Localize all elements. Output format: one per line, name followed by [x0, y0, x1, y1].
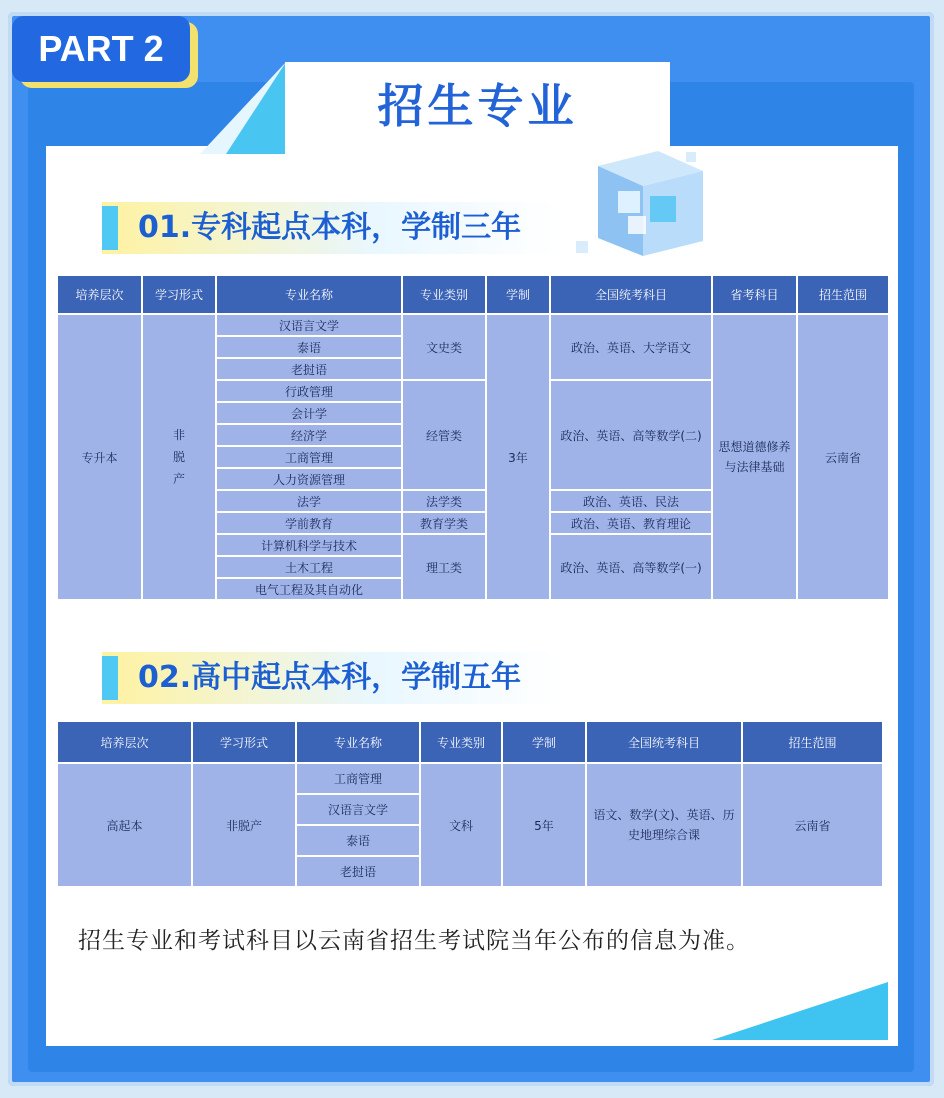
category-cell: 文史类: [402, 314, 486, 380]
category-cell: 理工类: [402, 534, 486, 600]
header-cell: 学习形式: [192, 721, 296, 763]
level-cell: 专升本: [57, 314, 142, 600]
major-cell: 电气工程及其自动化: [216, 578, 402, 600]
major-cell: 土木工程: [216, 556, 402, 578]
table-header-row: [57, 721, 883, 763]
form-cell: [142, 314, 216, 600]
header-cell: 招生范围: [797, 275, 889, 314]
header-cell: 学制: [486, 275, 550, 314]
cube-illustration-icon: [568, 146, 708, 266]
major-cell: 人力资源管理: [216, 468, 402, 490]
form-cell: 非脱产: [192, 763, 296, 887]
category-cell: 经管类: [402, 380, 486, 490]
header-cell: 培养层次: [57, 275, 142, 314]
header-cell: 招生范围: [742, 721, 883, 763]
exam-cell: 政治、英语、高等数学(二): [550, 380, 712, 490]
major-cell: 工商管理: [216, 446, 402, 468]
part-badge: PART 2: [12, 16, 190, 82]
section2-title: 02.高中起点本科，学制五年: [102, 652, 558, 704]
major-cell: 学前教育: [216, 512, 402, 534]
table-row: [57, 763, 883, 794]
major-cell: 计算机科学与技术: [216, 534, 402, 556]
major-cell: 经济学: [216, 424, 402, 446]
form-text: 非脱产: [172, 428, 185, 486]
header-cell: 专业名称: [216, 275, 402, 314]
header-cell: 专业类别: [402, 275, 486, 314]
table-row: [57, 314, 889, 336]
table-header-row: [57, 275, 889, 314]
header-cell: 全国统考科目: [586, 721, 742, 763]
major-cell: 泰语: [296, 825, 420, 856]
header-cell: 专业名称: [296, 721, 420, 763]
header-cell: 培养层次: [57, 721, 192, 763]
major-cell: 汉语言文学: [216, 314, 402, 336]
duration-cell: 5年: [502, 763, 586, 887]
title-tab-accent: [226, 62, 286, 154]
exam-text: 语文、数学(文)、英语、历史地理综合课: [593, 808, 735, 842]
footnote: 招生专业和考试科目以云南省招生考试院当年公布的信息为准。: [78, 928, 750, 954]
exam-cell: [586, 763, 742, 887]
major-cell: 泰语: [216, 336, 402, 358]
page-title: 招生专业: [377, 79, 578, 133]
category-cell: 教育学类: [402, 512, 486, 534]
province-subject-text: 思想道德修养与法律基础: [718, 440, 791, 474]
major-cell: 法学: [216, 490, 402, 512]
exam-cell: 政治、英语、教育理论: [550, 512, 712, 534]
header-cell: 专业类别: [420, 721, 502, 763]
major-cell: 老挝语: [296, 856, 420, 887]
major-cell: 汉语言文学: [296, 794, 420, 825]
header-cell: 全国统考科目: [550, 275, 712, 314]
scope-cell: 云南省: [742, 763, 883, 887]
level-cell: 高起本: [57, 763, 192, 887]
header-cell: 学制: [502, 721, 586, 763]
category-cell: 法学类: [402, 490, 486, 512]
section1-title: 01.专科起点本科，学制三年: [102, 202, 558, 254]
exam-cell: 政治、英语、大学语文: [550, 314, 712, 380]
corner-decoration: [712, 982, 888, 1040]
section2-table: [56, 720, 884, 888]
section1-table: [56, 274, 890, 601]
category-cell: 文科: [420, 763, 502, 887]
province-subject-cell: [712, 314, 797, 600]
major-cell: 行政管理: [216, 380, 402, 402]
major-cell: 工商管理: [296, 763, 420, 794]
exam-cell: 政治、英语、民法: [550, 490, 712, 512]
header-cell: 学习形式: [142, 275, 216, 314]
major-cell: 老挝语: [216, 358, 402, 380]
scope-cell: 云南省: [797, 314, 889, 600]
major-cell: 会计学: [216, 402, 402, 424]
exam-cell: 政治、英语、高等数学(一): [550, 534, 712, 600]
header-cell: 省考科目: [712, 275, 797, 314]
duration-cell: 3年: [486, 314, 550, 600]
